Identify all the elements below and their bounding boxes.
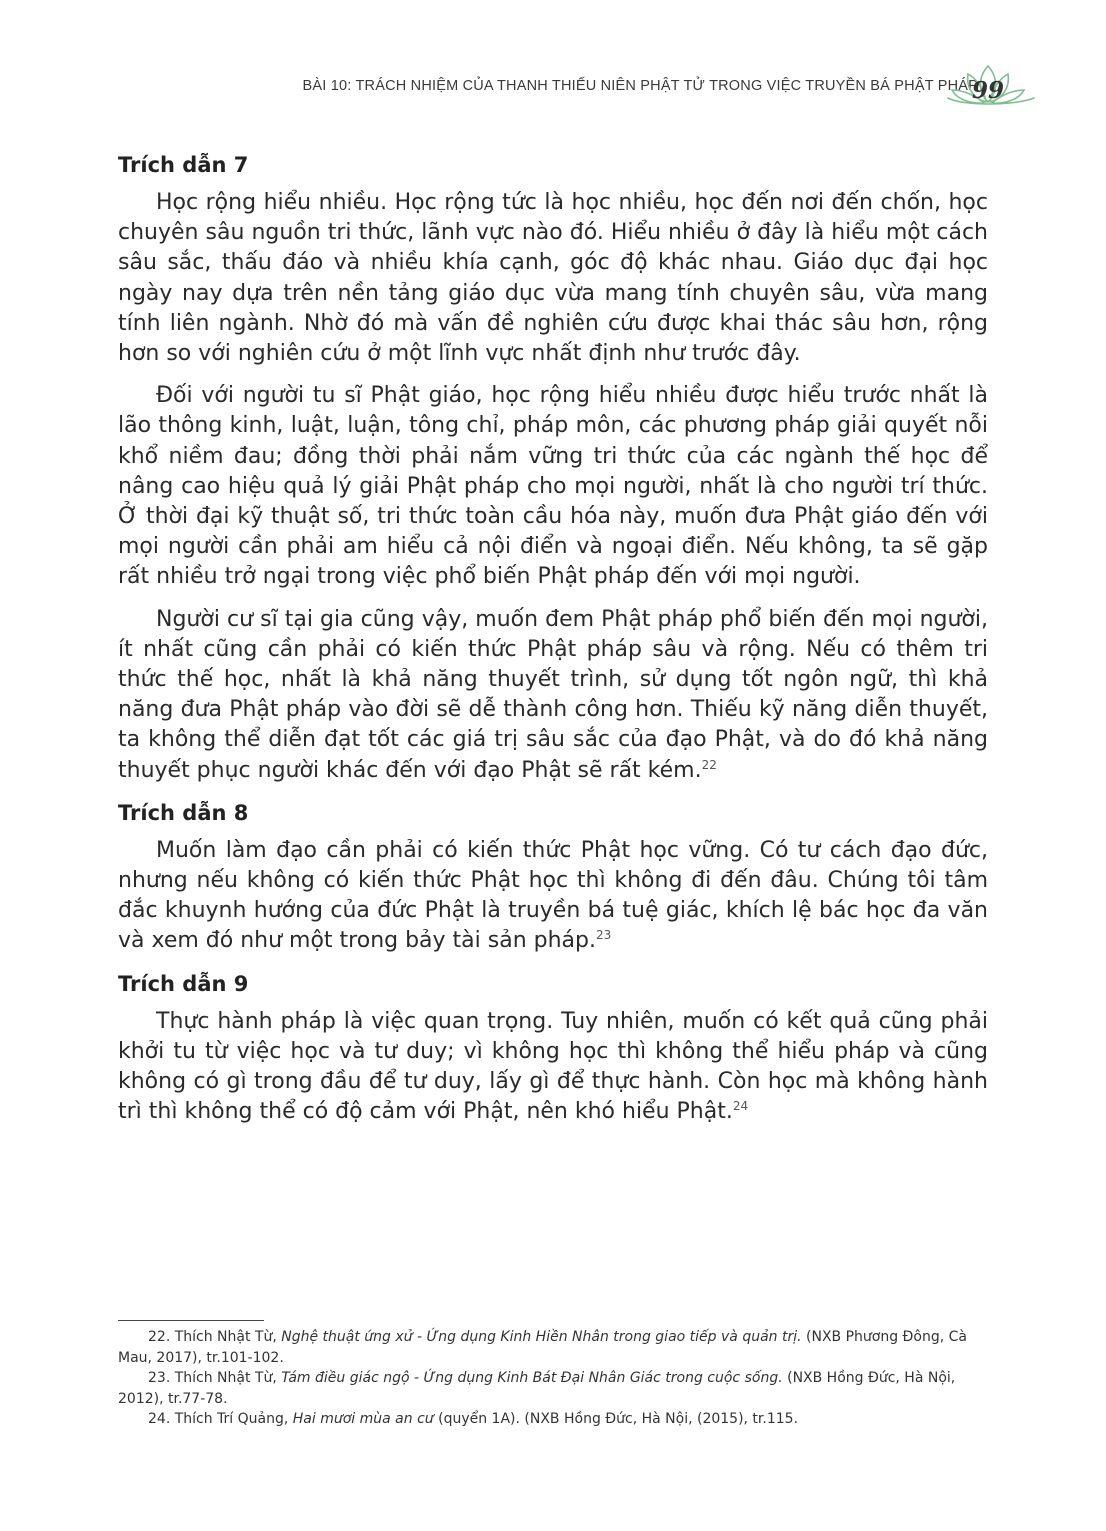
footnote-title: Hai mươi mùa an cư [292, 1411, 434, 1427]
footnote-ref: 23 [596, 928, 612, 943]
paragraph-text: Đối với người tu sĩ Phật giáo, học rộng hiểu nhiều được hiểu trước nhất là lão thông kinh, luật, luận, tông chỉ, pháp môn, các phương pháp giải quyết nỗi khổ niềm đau; đồng thời phải nắm vững tri thức của các ngành thế học để nâng cao hiệu quả lý giải Phật pháp cho mọi người, nhất là cho người trí thức. Ở thời đại kỹ thuật số, tri thức toàn cầu hóa này, muốn đưa Phật giáo đến với mọi người cần phải am hiểu cả nội điển và ngoại điển. Nếu không, ta sẽ gặp rất nhiều trở ngại trong việc phổ biến Phật pháp đến với mọi người. [118, 383, 988, 590]
footnote-prefix: 23. Thích Nhật Từ, [148, 1370, 282, 1386]
footnote-suffix: (NXB Hồng Đức, Hà Nội, 2012), tr.77-78. [118, 1370, 956, 1407]
paragraph [118, 188, 988, 369]
footnote-22 [118, 1327, 988, 1368]
running-header-title: BÀI 10: TRÁCH NHIỆM CỦA THANH THIẾU NIÊN PHẬT TỬ TRONG VIỆC TRUYỀN BÁ PHẬT PHÁP [302, 78, 978, 94]
paragraph [118, 381, 988, 592]
footnote-divider [118, 1320, 264, 1321]
paragraph [118, 605, 988, 786]
footnote-suffix: (NXB Phương Đông, Cà Mau, 2017), tr.101-102. [118, 1329, 967, 1366]
footnote-prefix: 22. Thích Nhật Từ, [148, 1329, 282, 1345]
footnote-23 [118, 1368, 988, 1409]
section-heading-quote-7: Trích dẫn 7 [118, 153, 249, 177]
page-number: 99 [971, 77, 1004, 104]
footnote-suffix: (quyển 1A). (NXB Hồng Đức, Hà Nội, (2015), tr.115. [433, 1411, 799, 1427]
paragraph-text: Người cư sĩ tại gia cũng vậy, muốn đem Phật pháp phổ biến đến mọi người, ít nhất cũng cần phải có kiến thức Phật pháp sâu và rộng. Nếu có thêm tri thức thế học, nhất là khả năng thuyết trình, sử dụng tốt ngôn ngữ, thì khả năng đưa Phật pháp vào đời sẽ dễ thành công hơn. Thiếu kỹ năng diễn thuyết, ta không thể diễn đạt tốt các giá trị sâu sắc của đạo Phật, và do đó khả năng thuyết phục người khác đến với đạo Phật sẽ rất kém. [118, 606, 988, 783]
footnote-title: Tám điều giác ngộ - Ứng dụng Kinh Bát Đại Nhân Giác trong cuộc sống. [281, 1370, 783, 1386]
footnote-title: Nghệ thuật ứng xử - Ứng dụng Kinh Hiền Nhân trong giao tiếp và quản trị. [281, 1329, 802, 1345]
paragraph-text: Muốn làm đạo cần phải có kiến thức Phật học vững. Có tư cách đạo đức, nhưng nếu không có kiến thức Phật học thì không đi đến đâu. Chúng tôi tâm đắc khuynh hướng của đức Phật là truyền bá tuệ giác, khích lệ bác học đa văn và xem đó như một trong bảy tài sản pháp. [118, 837, 988, 954]
footnotes [118, 1327, 988, 1430]
paragraph-text: Học rộng hiểu nhiều. Học rộng tức là học nhiều, học đến nơi đến chốn, học chuyên sâu nguồn tri thức, lãnh vực nào đó. Hiểu nhiều ở đây là hiểu một cách sâu sắc, thấu đáo và nhiều khía cạnh, góc độ khác nhau. Giáo dục đại học ngày nay dựa trên nền tảng giáo dục vừa mang tính chuyên sâu, vừa mang tính liên ngành. Nhờ đó mà vấn đề nghiên cứu được khai thác sâu hơn, rộng hơn so với nghiên cứu ở một lĩnh vực nhất định như trước đây. [118, 190, 988, 367]
paragraph-text: Thực hành pháp là việc quan trọng. Tuy nhiên, muốn có kết quả cũng phải khởi tu từ việc học và tư duy; vì không học thì không thể hiểu pháp và cũng không có gì trong đầu để tư duy, lấy gì để thực hành. Còn học mà không hành trì thì không thể có độ cảm với Phật, nên khó hiểu Phật. [118, 1008, 988, 1125]
footnote-prefix: 24. Thích Trí Quảng, [148, 1411, 293, 1427]
footnote-ref: 24 [732, 1099, 749, 1114]
paragraph [118, 836, 988, 957]
section-heading-quote-9: Trích dẫn 9 [118, 971, 249, 996]
footnote-ref: 22 [701, 757, 717, 772]
main-content [118, 150, 988, 1139]
footnote-24 [118, 1409, 988, 1430]
paragraph [118, 1007, 988, 1128]
section-heading-quote-8: Trích dẫn 8 [118, 800, 249, 825]
